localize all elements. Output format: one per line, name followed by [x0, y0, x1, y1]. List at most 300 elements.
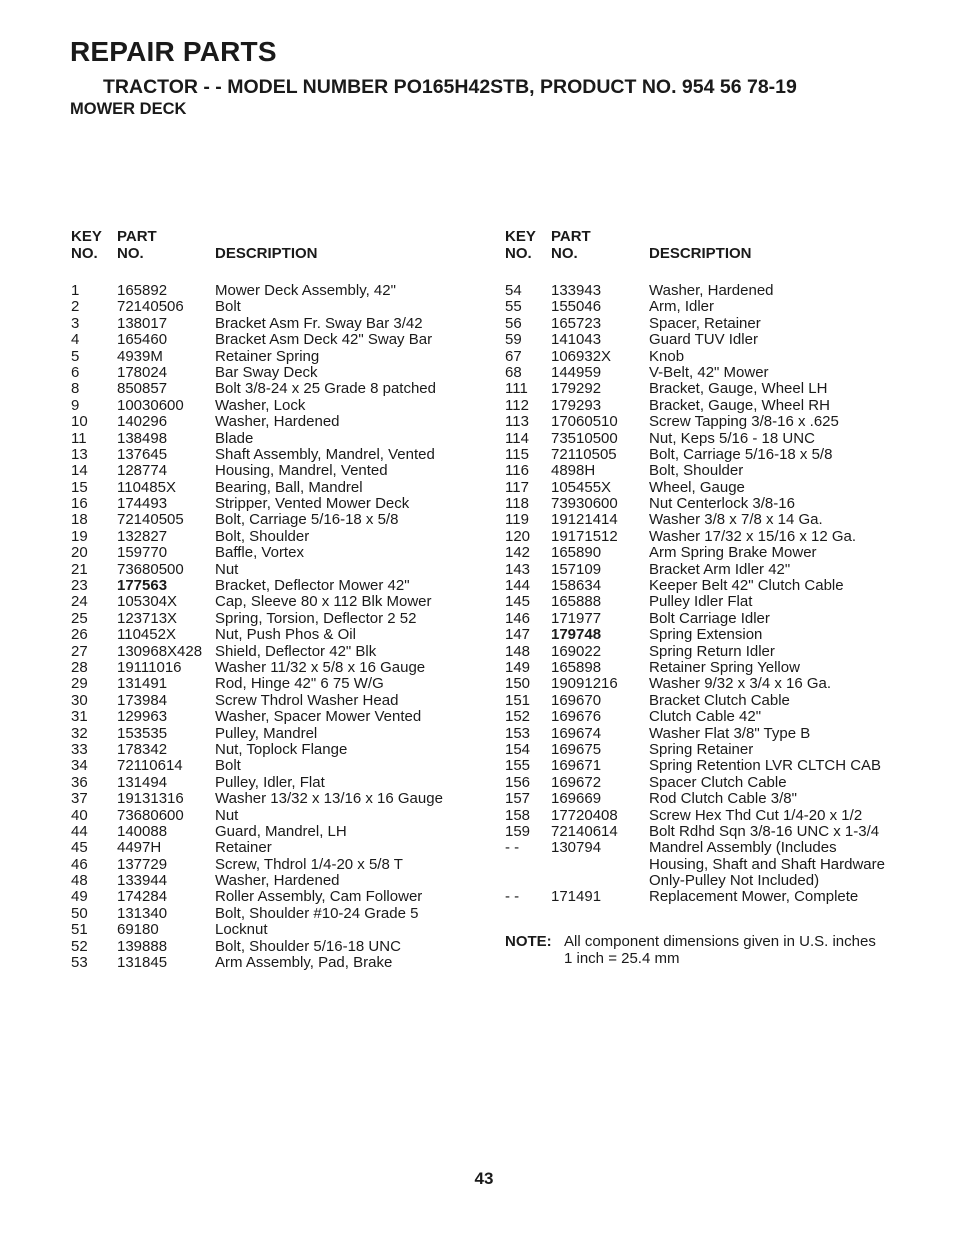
description-cell: Retainer Spring [215, 347, 320, 365]
part-no-cell: 10030600 [117, 396, 184, 414]
part-no-cell: 169675 [551, 740, 602, 758]
key-no-cell: 157 [505, 790, 531, 808]
description-cell: Nut Centerlock 3/8-16 [649, 495, 795, 513]
table-row [71, 726, 471, 742]
description-cell: Bracket Asm Deck 42" Sway Bar [215, 331, 433, 349]
description-cell: Bearing, Ball, Mandrel [215, 478, 363, 496]
description-header: DESCRIPTION [215, 244, 318, 262]
key-no-cell: 19 [71, 527, 88, 545]
description-cell: V-Belt, 42" Mower [649, 363, 769, 381]
part-no-cell: 177563 [117, 577, 168, 595]
table-row [71, 660, 471, 676]
key-no-cell: 3 [71, 314, 80, 332]
part-no-cell: 132827 [117, 527, 168, 545]
description-cell: Guard, Mandrel, LH [215, 822, 347, 840]
key-no-cell: 68 [505, 363, 522, 381]
description-cell: Washer, Lock [215, 396, 306, 414]
key-no-cell: 37 [71, 790, 88, 808]
description-cell: Nut, Keps 5/16 - 18 UNC [649, 429, 815, 447]
description-cell: Bracket, Gauge, Wheel LH [649, 380, 828, 398]
description-cell: Stripper, Vented Mower Deck [215, 495, 410, 513]
key-no-cell: 23 [71, 577, 88, 595]
table-row [71, 332, 471, 348]
table-row [505, 791, 925, 807]
table-row [71, 316, 471, 332]
key-no-header: KEY NO. [505, 228, 536, 262]
table-row [71, 939, 471, 955]
key-no-cell: 31 [71, 708, 88, 726]
key-no-cell: 49 [71, 888, 88, 906]
description-cell: Screw Thdrol Washer Head [215, 691, 399, 709]
part-no-cell: 131491 [117, 675, 168, 693]
description-cell: Washer, Hardened [649, 282, 774, 299]
key-no-cell: 25 [71, 609, 88, 627]
description-cell: Locknut [215, 921, 268, 939]
part-no-cell: 171977 [551, 609, 602, 627]
table-row [505, 742, 925, 758]
description-cell: Washer 9/32 x 3/4 x 16 Ga. [649, 675, 832, 693]
table-body-right [505, 283, 925, 906]
description-cell: Bracket Arm Idler 42" [649, 560, 791, 578]
part-no-cell: 19111016 [117, 658, 182, 676]
note-line-1: All component dimensions given in U.S. inches [564, 933, 876, 950]
description-cell: Washer 11/32 x 5/8 x 16 Gauge [215, 658, 426, 676]
key-no-cell: 27 [71, 642, 88, 660]
part-no-cell: 123713X [117, 609, 178, 627]
key-no-cell: 11 [71, 429, 87, 447]
description-cell: Housing, Shaft and Shaft Hardware [649, 855, 885, 873]
description-cell: Guard TUV Idler [649, 331, 758, 349]
part-no-cell: 133944 [117, 872, 168, 890]
part-no-cell: 169674 [551, 724, 602, 742]
description-cell: Screw, Thdrol 1/4-20 x 5/8 T [215, 855, 403, 873]
description-cell: Nut [215, 560, 239, 578]
key-no-cell: 9 [71, 396, 80, 414]
part-no-cell: 130794 [551, 839, 602, 857]
key-no-cell: 114 [505, 429, 529, 447]
description-cell: Bracket Asm Fr. Sway Bar 3/42 [215, 314, 423, 332]
key-no-cell: 48 [71, 872, 88, 890]
table-row [71, 906, 471, 922]
table-row [71, 283, 471, 299]
key-no-cell: 148 [505, 642, 531, 660]
key-no-cell: 13 [71, 445, 88, 463]
part-no-cell: 157109 [551, 560, 602, 578]
description-cell: Washer Flat 3/8" Type B [649, 724, 811, 742]
key-no-cell: 153 [505, 724, 531, 742]
part-no-cell: 137729 [117, 855, 168, 873]
note-text [564, 934, 876, 967]
table-row [505, 332, 925, 348]
description-cell: Washer, Spacer Mower Vented [215, 708, 422, 726]
table-row [71, 611, 471, 627]
part-no-cell: 72140505 [117, 511, 184, 529]
key-no-cell: 2 [71, 298, 80, 316]
part-no-cell: 179748 [551, 626, 602, 644]
table-row [505, 398, 925, 414]
part-no-cell: 130968X428 [117, 642, 203, 660]
description-cell: Washer, Hardened [215, 413, 340, 431]
table-row [505, 431, 925, 447]
description-cell: Nut [215, 806, 239, 824]
key-no-cell: 40 [71, 806, 88, 824]
part-no-cell: 19121414 [551, 511, 618, 529]
table-row [505, 660, 925, 676]
description-cell: Nut, Push Phos & Oil [215, 626, 356, 644]
note-line-2: 1 inch = 25.4 mm [564, 949, 680, 967]
key-no-cell: 8 [71, 380, 80, 398]
description-cell: Pulley, Idler, Flat [215, 773, 325, 791]
table-row [505, 693, 925, 709]
key-no-cell: 154 [505, 740, 531, 758]
table-row [505, 611, 925, 627]
part-no-cell: 131340 [117, 904, 168, 922]
key-no-cell: 120 [505, 527, 531, 545]
key-no-cell: 119 [505, 511, 529, 529]
key-no-cell: 53 [71, 954, 88, 972]
description-cell: Bolt, Shoulder [649, 462, 744, 480]
part-no-cell: 174493 [117, 495, 168, 513]
table-row [71, 627, 471, 643]
key-no-cell: 155 [505, 757, 531, 775]
table-row [71, 512, 471, 528]
part-no-cell: 19091216 [551, 675, 618, 693]
key-no-cell: 51 [71, 921, 88, 939]
table-row [505, 365, 925, 381]
table-row [71, 840, 471, 856]
table-row [71, 922, 471, 938]
part-no-cell: 133943 [551, 282, 602, 299]
part-no-cell: 169671 [551, 757, 602, 775]
key-no-cell: 142 [505, 544, 531, 562]
table-row [71, 775, 471, 791]
table-row [505, 594, 925, 610]
part-no-cell: 72110614 [117, 757, 183, 775]
table-row [71, 644, 471, 660]
key-no-cell: - - [505, 839, 520, 857]
part-no-cell: 138017 [117, 314, 168, 332]
description-cell: Bolt, Shoulder [215, 527, 310, 545]
key-no-cell: 4 [71, 331, 80, 349]
part-no-cell: 105455X [551, 478, 612, 496]
parts-table-right [505, 229, 925, 906]
part-no-cell: 72140614 [551, 822, 618, 840]
description-cell: Bolt, Shoulder 5/16-18 UNC [215, 937, 401, 955]
description-cell: Replacement Mower, Complete [649, 888, 859, 906]
table-row [71, 529, 471, 545]
part-no-cell: 169670 [551, 691, 602, 709]
key-no-cell: 10 [71, 413, 88, 431]
table-row [71, 381, 471, 397]
key-no-cell: 151 [505, 691, 531, 709]
key-no-cell: 33 [71, 740, 88, 758]
part-no-cell: 165890 [551, 544, 602, 562]
key-no-cell: 36 [71, 773, 88, 791]
key-no-cell: 152 [505, 708, 531, 726]
part-no-header: PART NO. [117, 228, 157, 262]
key-no-cell: 16 [71, 495, 88, 513]
table-row [71, 693, 471, 709]
description-header: DESCRIPTION [649, 244, 752, 262]
table-row [71, 349, 471, 365]
part-no-cell: 169022 [551, 642, 602, 660]
description-cell: Bolt Rdhd Sqn 3/8-16 UNC x 1-3/4 [649, 822, 880, 840]
table-row [505, 840, 925, 856]
key-no-cell: 29 [71, 675, 88, 693]
page-title: REPAIR PARTS [70, 36, 277, 67]
key-no-cell: 28 [71, 658, 88, 676]
part-no-cell: 158634 [551, 577, 602, 595]
description-cell: Spring, Torsion, Deflector 2 52 [215, 609, 417, 627]
description-cell: Retainer [215, 839, 272, 857]
table-row [71, 824, 471, 840]
key-no-cell: 116 [505, 462, 529, 480]
key-no-cell: 156 [505, 773, 531, 791]
part-no-cell: 179293 [551, 396, 602, 414]
description-cell: Nut, Toplock Flange [215, 740, 348, 758]
part-no-cell: 4497H [117, 839, 162, 857]
part-no-cell: 140296 [117, 413, 168, 431]
key-no-cell: 115 [505, 445, 529, 463]
description-cell: Mandrel Assembly (Includes [649, 839, 837, 857]
part-no-cell: 173984 [117, 691, 168, 709]
table-row [505, 709, 925, 725]
table-row [505, 447, 925, 463]
parts-table-left [71, 229, 471, 971]
table-row [71, 742, 471, 758]
key-no-cell: 50 [71, 904, 88, 922]
description-cell: Retainer Spring Yellow [649, 658, 800, 676]
description-cell: Bolt, Carriage 5/16-18 x 5/8 [649, 445, 833, 463]
description-cell: Bar Sway Deck [215, 363, 318, 381]
description-cell: Bolt [215, 298, 241, 316]
part-no-cell: 106932X [551, 347, 612, 365]
part-no-cell: 4939M [117, 347, 163, 365]
part-no-cell: 169676 [551, 708, 602, 726]
key-no-cell: 5 [71, 347, 80, 365]
description-cell: Rod Clutch Cable 3/8" [649, 790, 797, 808]
description-cell: Washer 3/8 x 7/8 x 14 Ga. [649, 511, 823, 529]
key-no-cell: 112 [505, 396, 529, 414]
key-no-cell: 111 [505, 380, 528, 398]
description-cell: Screw Hex Thd Cut 1/4-20 x 1/2 [649, 806, 863, 824]
table-row [71, 594, 471, 610]
table-row [505, 283, 925, 299]
description-cell: Shaft Assembly, Mandrel, Vented [215, 445, 435, 463]
description-cell: Keeper Belt 42" Clutch Cable [649, 577, 844, 595]
table-row [71, 873, 471, 889]
part-no-cell: 19171512 [551, 527, 618, 545]
table-row [71, 889, 471, 905]
table-row [505, 775, 925, 791]
table-row [505, 627, 925, 643]
table-row [71, 808, 471, 824]
table-row [505, 644, 925, 660]
table-row [505, 299, 925, 315]
table-row [505, 349, 925, 365]
key-no-cell: 159 [505, 822, 531, 840]
key-no-cell: 6 [71, 363, 80, 381]
table-row [505, 562, 925, 578]
part-no-cell: 110452X [117, 626, 176, 644]
table-header [505, 229, 925, 283]
key-no-cell: 149 [505, 658, 531, 676]
description-cell: Pulley, Mandrel [215, 724, 318, 742]
key-no-cell: 145 [505, 593, 531, 611]
table-row [505, 824, 925, 840]
part-no-cell: 17060510 [551, 413, 618, 431]
description-cell: Pulley Idler Flat [649, 593, 753, 611]
part-no-cell: 165892 [117, 282, 168, 299]
part-no-cell: 73930600 [551, 495, 618, 513]
key-no-cell: 56 [505, 314, 522, 332]
part-no-cell: 140088 [117, 822, 168, 840]
part-no-cell: 171491 [551, 888, 602, 906]
description-cell: Spring Retention LVR CLTCH CAB [649, 757, 882, 775]
table-row [505, 758, 925, 774]
description-cell: Bolt [215, 757, 241, 775]
part-no-cell: 139888 [117, 937, 168, 955]
key-no-cell: 67 [505, 347, 522, 365]
table-row [505, 480, 925, 496]
part-no-cell: 153535 [117, 724, 168, 742]
key-no-cell: 143 [505, 560, 531, 578]
table-row [505, 808, 925, 824]
key-no-cell: 34 [71, 757, 88, 775]
key-no-cell: 59 [505, 331, 522, 349]
part-no-cell: 165460 [117, 331, 168, 349]
description-cell: Spacer, Retainer [649, 314, 761, 332]
key-no-cell: 117 [505, 478, 529, 496]
key-no-cell: 55 [505, 298, 522, 316]
description-cell: Housing, Mandrel, Vented [215, 462, 388, 480]
table-row [71, 791, 471, 807]
table-row [71, 545, 471, 561]
table-row [505, 316, 925, 332]
part-no-cell: 178024 [117, 363, 168, 381]
description-cell: Rod, Hinge 42" 6 75 W/G [215, 675, 384, 693]
table-header [71, 229, 471, 283]
part-no-cell: 165723 [551, 314, 602, 332]
table-row [505, 545, 925, 561]
description-cell: Bolt, Carriage 5/16-18 x 5/8 [215, 511, 399, 529]
part-no-cell: 850857 [117, 380, 168, 398]
part-no-cell: 73510500 [551, 429, 618, 447]
key-no-cell: 24 [71, 593, 88, 611]
description-cell: Screw Tapping 3/8-16 x .625 [649, 413, 839, 431]
part-no-cell: 165888 [551, 593, 602, 611]
description-cell: Washer 13/32 x 13/16 x 16 Gauge [215, 790, 443, 808]
key-no-cell: 118 [505, 495, 529, 513]
table-row [505, 578, 925, 594]
description-cell: Spring Extension [649, 626, 763, 644]
description-cell: Roller Assembly, Cam Follower [215, 888, 423, 906]
table-row [505, 414, 925, 430]
part-no-cell: 131845 [117, 954, 168, 972]
part-no-cell: 17720408 [551, 806, 618, 824]
part-no-cell: 138498 [117, 429, 168, 447]
key-no-cell: 158 [505, 806, 531, 824]
key-no-cell: 113 [505, 413, 529, 431]
key-no-cell: 30 [71, 691, 88, 709]
table-row [505, 463, 925, 479]
key-no-cell: 44 [71, 822, 88, 840]
table-row [505, 676, 925, 692]
part-no-cell: 4898H [551, 462, 596, 480]
description-cell: Knob [649, 347, 685, 365]
part-no-cell: 72140506 [117, 298, 184, 316]
table-row [71, 447, 471, 463]
part-no-cell: 110485X [117, 478, 176, 496]
key-no-cell: 144 [505, 577, 531, 595]
description-cell: Bolt 3/8-24 x 25 Grade 8 patched [215, 380, 436, 398]
key-no-cell: 20 [71, 544, 88, 562]
key-no-header: KEY NO. [71, 228, 102, 262]
description-cell: Bracket, Gauge, Wheel RH [649, 396, 830, 414]
key-no-cell: 15 [71, 478, 88, 496]
table-row [505, 726, 925, 742]
key-no-cell: 32 [71, 724, 88, 742]
section-heading: MOWER DECK [70, 100, 187, 118]
part-no-cell: 169672 [551, 773, 602, 791]
table-row [71, 431, 471, 447]
description-cell: Washer, Hardened [215, 872, 340, 890]
key-no-cell: 52 [71, 937, 88, 955]
description-cell: Bracket Clutch Cable [649, 691, 790, 709]
description-cell: Spring Return Idler [649, 642, 775, 660]
part-no-cell: 179292 [551, 380, 602, 398]
part-no-header: PART NO. [551, 228, 591, 262]
key-no-cell: 26 [71, 626, 88, 644]
part-no-cell: 169669 [551, 790, 602, 808]
part-no-cell: 69180 [117, 921, 159, 939]
description-cell: Wheel, Gauge [649, 478, 745, 496]
key-no-cell: 14 [71, 462, 88, 480]
page-number: 43 [474, 1169, 494, 1188]
description-cell: Washer 17/32 x 15/16 x 12 Ga. [649, 527, 857, 545]
description-cell: Arm Assembly, Pad, Brake [215, 954, 393, 972]
table-row [71, 758, 471, 774]
description-cell: Only-Pulley Not Included) [649, 872, 820, 890]
key-no-cell: 1 [71, 282, 80, 299]
part-no-cell: 137645 [117, 445, 168, 463]
table-row [505, 496, 925, 512]
description-cell: Bolt Carriage Idler [649, 609, 770, 627]
part-no-cell: 155046 [551, 298, 602, 316]
part-no-cell: 178342 [117, 740, 168, 758]
key-no-cell: - - [505, 888, 520, 906]
key-no-cell: 146 [505, 609, 531, 627]
key-no-cell: 18 [71, 511, 88, 529]
key-no-cell: 21 [71, 560, 88, 578]
description-cell: Cap, Sleeve 80 x 112 Blk Mower [215, 593, 432, 611]
table-row [71, 299, 471, 315]
table-row [71, 480, 471, 496]
note-label: NOTE: [505, 933, 552, 950]
description-cell: Clutch Cable 42" [649, 708, 762, 726]
description-cell: Bracket, Deflector Mower 42" [215, 577, 410, 595]
part-no-cell: 165898 [551, 658, 602, 676]
part-no-cell: 141043 [551, 331, 602, 349]
table-row [71, 955, 471, 971]
key-no-cell: 150 [505, 675, 531, 693]
description-cell: Mower Deck Assembly, 42" [215, 282, 396, 299]
key-no-cell: 147 [505, 626, 531, 644]
table-row [505, 381, 925, 397]
part-no-cell: 19131316 [117, 790, 184, 808]
table-row [71, 496, 471, 512]
model-subtitle: TRACTOR - - MODEL NUMBER PO165H42STB, PRODUCT NO. 954 56 78-19 [103, 76, 797, 98]
